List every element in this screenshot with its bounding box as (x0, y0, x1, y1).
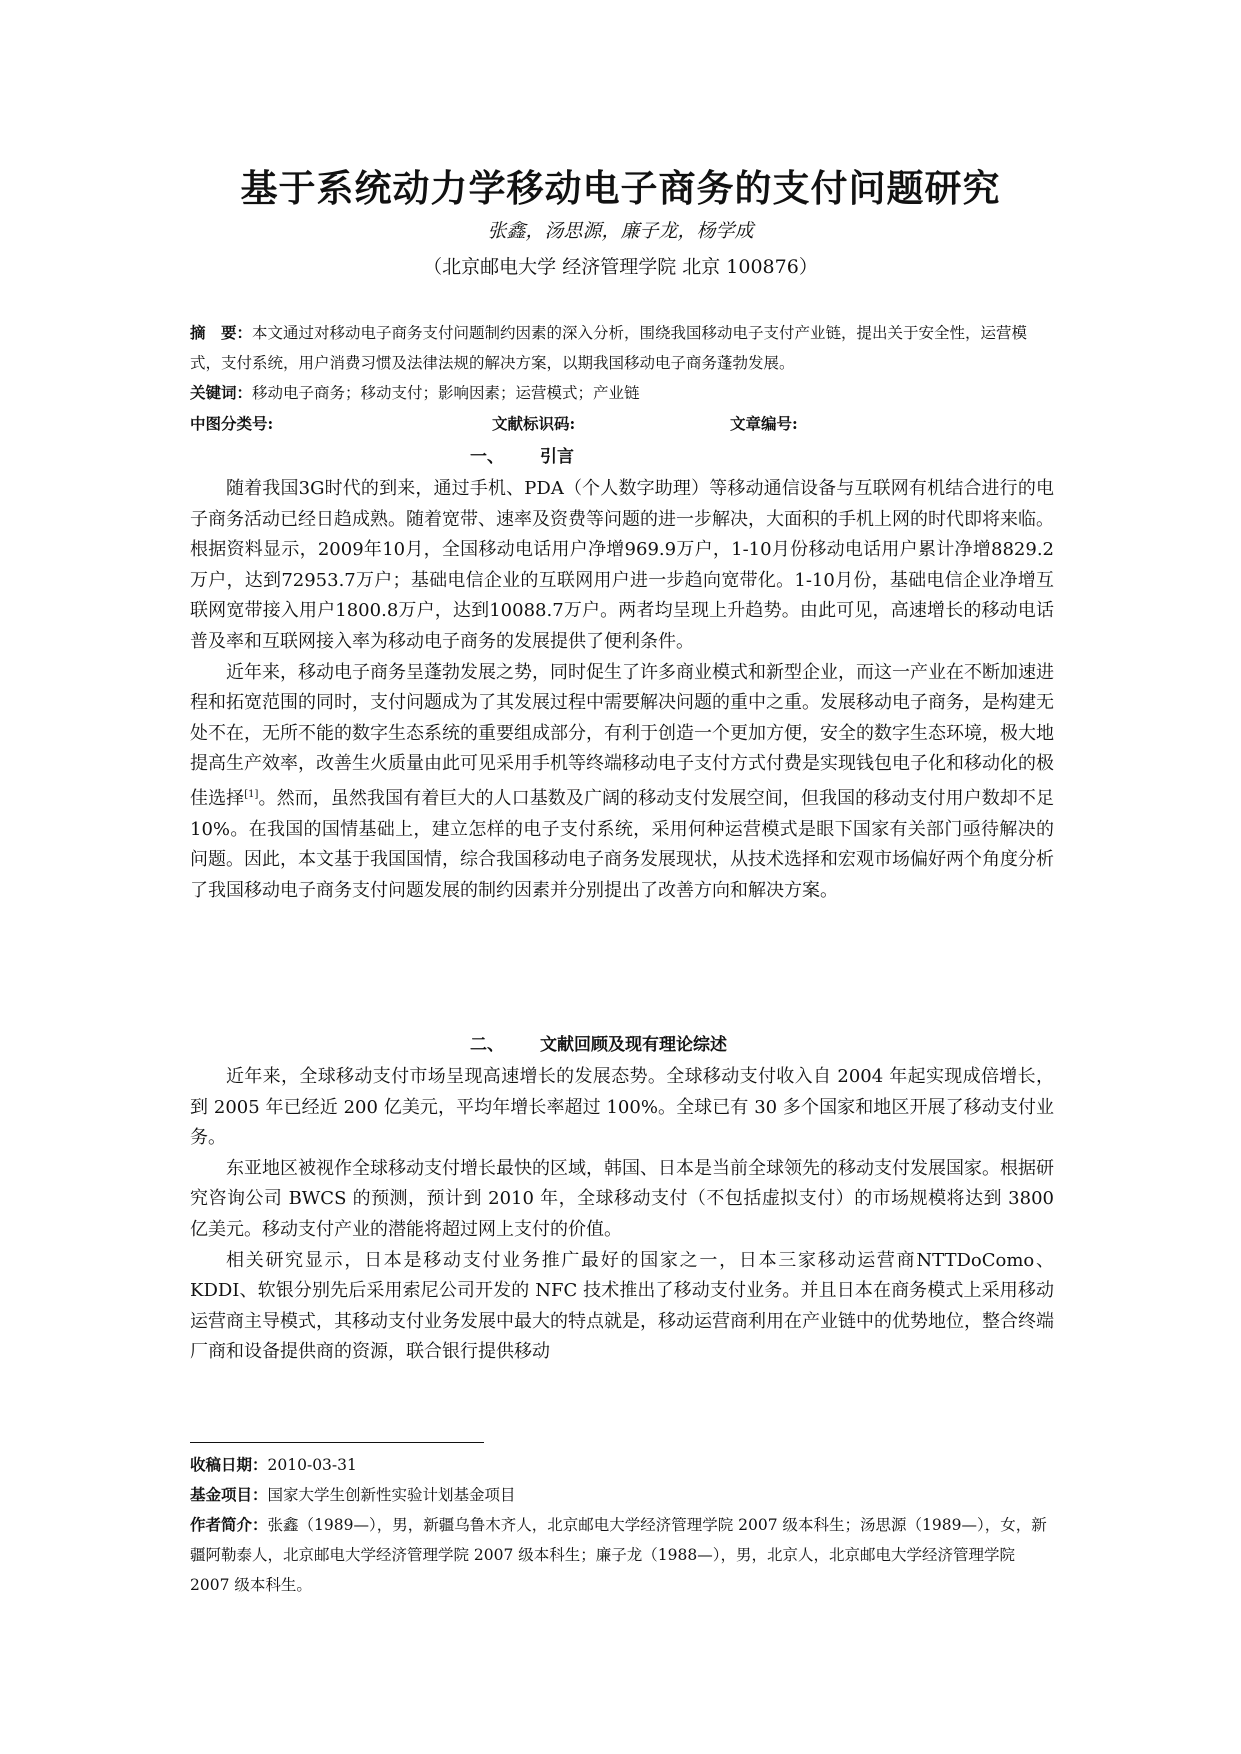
paragraph: 随着我国3G时代的到来，通过手机、PDA（个人数字助理）等移动通信设备与互联网有机结合进行的电子商务活动已经日趋成熟。随着宽带、速率及资费等问题的进一步解决，大面积的手机上网的时代即将来临。根据资料显示，2009年10月，全国移动电话用户净增969.9万户，1-10月份移动电话用户累计净增8829.2万户，达到72953.7万户；基础电信企业的互联网用户进一步趋向宽带化。1-10月份，基础电信企业净增互联网宽带接入用户1800.8万户，达到10088.7万户。两者均呈现上升趋势。由此可见，高速增长的移动电话普及率和互联网接入率为移动电子商务的发展提供了便利条件。 (190, 478, 1054, 652)
section-2-body (190, 1062, 1054, 1368)
footnotes (190, 1450, 1054, 1600)
keywords-text: 移动电子商务；移动支付；影响因素；运营模式；产业链 (252, 384, 640, 402)
author-list: 张鑫，汤思源，廉子龙，杨学成 (487, 220, 754, 242)
paragraph: 东亚地区被视作全球移动支付增长最快的区域，韩国、日本是当前全球领先的移动支付发展国家。根据研究咨询公司 BWCS 的预测，预计到 2010 年，全球移动支付（不包括虚拟支付）的市场规模将达到 3800 亿美元。移动支付产业的潜能将超过网上支付的价值。 (190, 1157, 1054, 1240)
abstract-label: 摘 要： (190, 323, 253, 342)
paper-title: 基于系统动力学移动电子商务的支付问题研究 (240, 166, 1001, 210)
fund-project (190, 1480, 1054, 1510)
received-date (190, 1450, 1054, 1480)
doc-code-label: 文献标识码: (492, 414, 576, 433)
abstract-block (190, 318, 1054, 408)
bio-label: 作者简介： (190, 1515, 268, 1534)
section-name: 引言 (540, 447, 574, 467)
section-number: 二、 (470, 1035, 504, 1055)
fund-value: 国家大学生创新性实验计划基金项目 (267, 1486, 516, 1504)
bio-value: 张鑫（1989—），男，新疆乌鲁木齐人，北京邮电大学经济管理学院 2007 级本科生；汤思源（1989—），女，新疆阿勒泰人，北京邮电大学经济管理学院 2007 级本科生；廉子龙（1988—），男，北京人，北京邮电大学经济管理学院 2007 级本科生。 (190, 1516, 1047, 1594)
classification-line (190, 412, 1054, 438)
paragraph: 近年来，全球移动支付市场呈现高速增长的发展态势。全球移动支付收入自 2004 年起实现成倍增长，到 2005 年已经近 200 亿美元，平均年增长率超过 100%。全球已有 30 多个国家和地区开展了移动支付业务。 (190, 1066, 1054, 1149)
section-number: 一、 (470, 447, 504, 467)
affiliation: （北京邮电大学 经济管理学院 北京 100876） (423, 256, 818, 278)
section-heading-2 (0, 1030, 1241, 1060)
abstract (190, 318, 1054, 378)
keywords (190, 378, 1054, 408)
section-heading-1 (0, 442, 1241, 472)
received-value: 2010-03-31 (267, 1456, 357, 1474)
article-number-label: 文章编号: (730, 414, 798, 433)
paragraph (190, 658, 1054, 907)
paragraph-text: 近年来，移动电子商务呈蓬勃发展之势，同时促生了许多商业模式和新型企业，而这一产业在不断加速进程和拓宽范围的同时，支付问题成为了其发展过程中需要解决问题的重中之重。发展移动电子商务，是构建无处不在，无所不能的数字生态系统的重要组成部分，有利于创造一个更加方便，安全的数字生态环境，极大地提高生产效率，改善生火质量由此可见采用手机等终端移动电子支付方式付费是实现钱包电子化和移动化的极佳选择 (190, 661, 1054, 809)
section-1-body (190, 474, 1054, 906)
abstract-text: 本文通过对移动电子商务支付问题制约因素的深入分析，围绕我国移动电子支付产业链，提出关于安全性，运营模式，支付系统，用户消费习惯及法律法规的解决方案，以期我国移动电子商务蓬勃发展。 (190, 324, 1028, 372)
footnote-divider (190, 1442, 484, 1443)
received-label: 收稿日期： (190, 1455, 268, 1474)
section-name: 文献回顾及现有理论综述 (540, 1035, 727, 1055)
clc-label: 中图分类号: (190, 414, 274, 433)
author-bio (190, 1510, 1054, 1600)
fund-label: 基金项目： (190, 1485, 268, 1504)
citation: [1] (244, 788, 259, 800)
paragraph: 相关研究显示，日本是移动支付业务推广最好的国家之一，日本三家移动运营商NTTDoComo、KDDI、软银分别先后采用索尼公司开发的 NFC 技术推出了移动支付业务。并且日本在商务模式上采用移动运营商主导模式，其移动支付业务发展中最大的特点就是，移动运营商利用在产业链中的优势地位，整合终端厂商和设备提供商的资源，联合银行提供移动 (190, 1249, 1054, 1363)
paragraph-text: 。然而，虽然我国有着巨大的人口基数及广阔的移动支付发展空间，但我国的移动支付用户数却不足10%。在我国的国情基础上，建立怎样的电子支付系统，采用何种运营模式是眼下国家有关部门亟待解决的问题。因此，本文基于我国国情，综合我国移动电子商务发展现状，从技术选择和宏观市场偏好两个角度分析了我国移动电子商务支付问题发展的制约因素并分别提出了改善方向和解决方案。 (190, 787, 1055, 901)
keywords-label: 关键词： (190, 383, 253, 402)
